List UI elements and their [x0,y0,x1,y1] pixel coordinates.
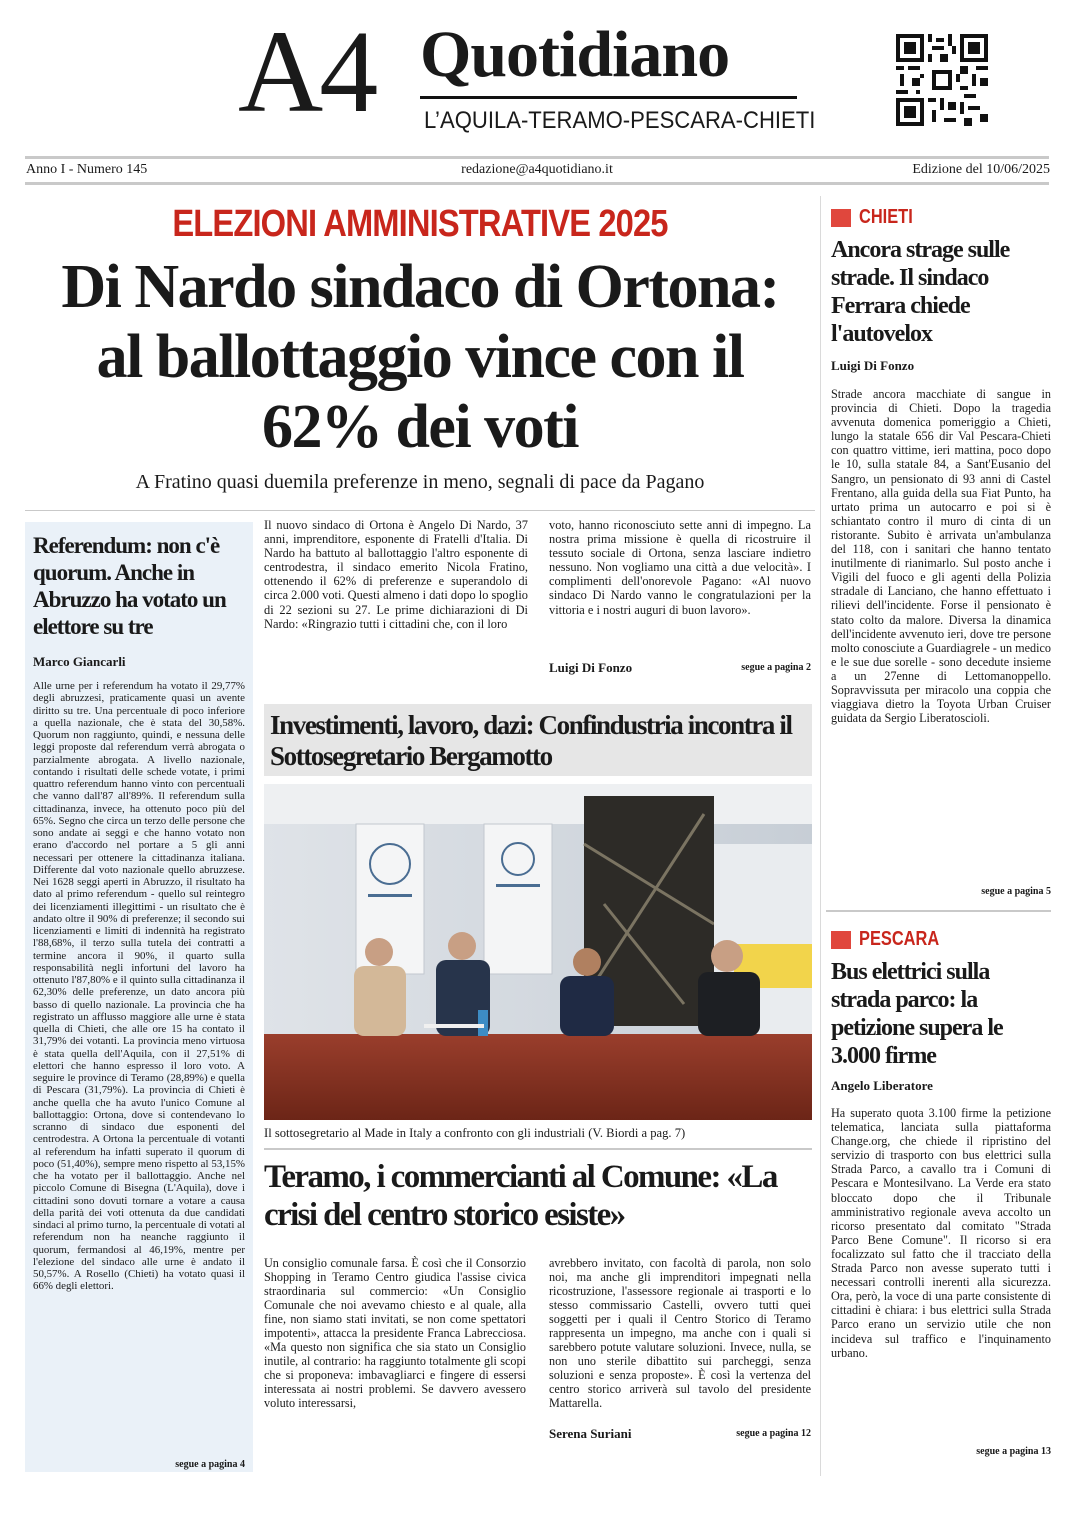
right-column-divider [820,196,821,1476]
referendum-body: Alle urne per i referendum ha votato il 29,77% degli abruzzesi, praticamente quasi un avente diritto su tre. Una percentuale di poco inferiore a quella nazionale, che è stata del 30,58%. Quorum non raggiunto, quindi, e nessuna delle leggi proposte dal referendum verrà abrogata o parzialmente abrogata. A livello nazionale, contando i risultati delle schede votate, i primi quattro referendum hanno vinto con percentuali che vanno dall'87 all'89%. Il referendum sulla cittadinanza, invece, ha ottenuto poco più del 65%. Segno che circa un terzo delle persone che sono andate ai seggi e che hanno votato non erano d'accordo nel portare a 5 gli anni necessari per ottenere la cittadinanza italiana. Differente dal voto nazionale quello abruzzese. Nei 1628 seggi aperti in Abruzzo, il risultato ha dato al primo referendum - quello sul reintegro dei licenziamenti illegittimi - un risultato che è andato oltre il 90% di preferenze; il secondo sui licenziamenti e limiti di indennità ha registrato l'88,68%, il terzo sulla tutela dei contratti a termine ancora il 90%, il quarto sulla responsabilità negli infortuni del lavoro ha ottenuto l'87,80% e il quinto sulla cittadinanza il 62,30% delle preferenze, un dato ancora più basso di quello nazionale. La provincia che ha registrato un afflusso maggiore alle urne è stata quella di Chieti, che alle ore 15 ha contato il 31,79% dei votanti. La provincia meno virtuosa è stata quella dell'Aquila, con il 27,51% di elettori che hanno espresso il loro voto. A seguire le province di Teramo (28,89%) e quella di Pescara (31,79%). La provincia di Chieti è anche quella che ha avuto l'unico Comune al ballottaggio: Ortona, dove si contendevano lo scranno di sindaco due esponenti del centrodestra. A Ortona la percentuale di votanti al referendum ha infatti superato il quorum di poco (51,40%), sempre meno rispetto al 53,15% che ha votato per il ballottaggio. Anche nel piccolo Comune di Bisegna (L'Aquila), dove i cittadini sono dovuti tornare a votare a causa della parità dei voti ottenuta da due candidati sindaci al primo turno, la percentuale di votati al referendum non ha neanche raggiunto il quorum, fermandosi al 46,19%, mentre per l'elezione del sindaco alle urne è andato il 50,57%. A Rosello (Chieti) ha votato quasi il 66% degli elettori. [33,680,245,1293]
lead-subhead: A Fratino quasi duemila preferenze in meno, segnali di pace da Pagano [135,471,705,493]
infobar-divider [25,182,1049,185]
lead-continued[interactable]: segue a pagina 2 [741,662,811,673]
referendum-continued[interactable]: segue a pagina 4 [175,1459,245,1470]
issue-number: Anno I - Numero 145 [26,162,148,177]
logo-a4: A4 [238,6,375,137]
pescara-continued[interactable]: segue a pagina 13 [976,1446,1051,1457]
section-pescara[interactable] [831,928,957,951]
confindustria-headline[interactable]: Investimenti, lavoro, dazi: Confindustria incontra il Sottosegretario Bergamotto [270,710,792,771]
lead-divider [25,510,815,511]
teramo-divider [264,1148,812,1150]
lead-column-1: Il nuovo sindaco di Ortona è Angelo Di Nardo, 37 anni, imprenditore, esponente di Fratelli d'Italia. Di Nardo ha battuto al ballottaggio l'altro esponente di centrodestra, il sindaco emerito Nicola Fratino, ottenendo il 62% di preferenze e superandolo di circa 2.000 voti. Questi almeno i dati dopo lo spoglio di 22 sezioni su 27. Le prime dichiarazioni di Di Nardo: «Ringrazio tutti i cittadini che, con il loro [264,518,528,631]
masthead-cities: L’AQUILA-TERAMO-PESCARA-CHIETI [424,107,816,134]
section-pescara-label: PESCARA [859,928,940,950]
lead-kicker: ELEZIONI AMMINISTRATIVE 2025 [172,203,668,245]
masthead-title: Quotidiano [420,18,730,91]
lead-column-2: voto, hanno riconosciuto sette anni di impegno. La nostra prima missione è quella di ricostruire il tessuto sociale di Ortona, senza lasciare indietro nessuno. Non vogliamo una città a due velocità». I complimenti dell'onorevole Pagano: «Al nuovo sindaco Di Nardo vanno le congratulazioni per la vittoria e i nostri auguri di buon lavoro». [549,518,811,617]
qr-code[interactable] [896,34,988,126]
chieti-pescara-divider [826,910,1051,912]
masthead-divider [25,156,1049,159]
meeting-photo[interactable] [264,784,812,1120]
edition-date: Edizione del 10/06/2025 [912,162,1050,177]
teramo-continued[interactable]: segue a pagina 12 [736,1428,811,1439]
masthead [230,6,816,142]
lead-headline[interactable]: Di Nardo sindaco di Ortona: al ballottaggio vince con il 62% dei voti [61,253,779,461]
referendum-author: Marco Giancarli [33,654,126,669]
pescara-headline[interactable]: Bus elettrici sulla strada parco: la petizione supera le 3.000 firme [831,959,1003,1069]
section-chieti-label: CHIETI [859,206,913,228]
teramo-column-1: Un consiglio comunale farsa. È così che il Consorzio Shopping in Teramo Centro giudica l'assise civica straordinaria sul commercio: «Un Consiglio Comunale che noi avevamo chiesto e al quale, alla fine, non siamo stati invitati, se non come spettatori impotenti», attacca la presidente Franca Labrecciosa. «Ma questo non significa che sia stato un Consiglio inutile, al contrario: ha raggiunto totalmente gli scopi che si proponeva: imbavagliarci e fingere di essersi interessata ai nostri problemi. Se davvero avessero voluto interessarsi, [264,1256,526,1410]
lead-author: Luigi Di Fonzo [549,660,633,675]
chieti-headline[interactable]: Ancora strage sulle strade. Il sindaco Ferrara chiede l'autovelox [831,237,1010,347]
chieti-author: Luigi Di Fonzo [831,358,915,373]
pescara-body: Ha superato quota 3.100 firme la petizione telematica, lanciata sulla piattaforma Change.org, che chiede il ripristino del servizio di trasporto con bus elettrici sulla Strada Parco, a cavallo tra i Comuni di Pescara e Montesilvano. La Verde era stato bloccato dopo che il Tribunale amministrativo regionale aveva accolto un ricorso presentato dal comitato "Strada Parco Bene Comune". Il ricorso si era focalizzato sul fatto che il tracciato della Strada Parco non avesse superato tutti i necessari controlli inerenti alla sicurezza. Ora, però, la voce di una parte consistente di cittadini è chiara: i bus elettrici sulla Strada Parco erano un servizio utile che non incideva sul traffico e l'inquinamento urbano. [831,1106,1051,1360]
teramo-column-2: avrebbero invitato, con facoltà di parola, non solo noi, ma anche gli imprenditori impegnati nella ricostruzione, l'assessore regionale ai trasporti e lo stesso commissario Castelli, ovvero tutti quei soggetti per i quali il Centro Storico di Teramo rappresenta un impegno, ma anche con i quali si sarebbero potute valutare soluzioni. Invece, nulla, se non uno sterile dibattito sui parcheggi, senza soluzioni e senza proposte». È così la vertenza del centro storico arriverà sul tavolo del presidente Mattarella. [549,1256,811,1410]
teramo-author: Serena Suriani [549,1426,632,1441]
teramo-headline[interactable]: Teramo, i commercianti al Comune: «La crisi del centro storico esiste» [264,1159,777,1233]
chieti-body: Strade ancora macchiate di sangue in provincia di Chieti. Dopo la tragedia avvenuta domenica pomeriggio a Chieti, lungo la statale 656 dir Val Pescara-Chieti con quattro vittime, ieri mattina, poco dopo le 10, sulla statale 84, a Sant'Eusanio del Sangro, un pensionato di 93 anni di Castel Frentano, alla guida della sua Fiat Punto, ha urtato prima un autocarro e poi si è schiantato contro il muro di cinta di un ristorante. Subito è arrivata un'ambulanza del 118, con i sanitari che hanno tentato inutilmente di rianimarlo. Sul posto anche i Vigili del fuoco e gli agenti della Polizia stradale di Lanciano, che hanno effettuato i rilievi dell'incidente. Forse il pensionato è stato colto da malore. Diversa la dinamica dell'incidente avvenuto ieri, dove tre persone molto conosciute a Guardiagrele - un medico e le sue due sorelle - sono decedute insieme a un 27enne di Lettomanoppello. Sopravvissuta per miracolo una coppia che viaggiava dietro la Toyota Urban Cruiser guidata da Sergio Liberatoscioli. [831,387,1051,726]
pescara-author: Angelo Liberatore [831,1078,933,1093]
section-marker-icon [831,931,851,949]
referendum-headline[interactable]: Referendum: non c'è quorum. Anche in Abruzzo ha votato un elettore su tre [33,533,226,639]
masthead-rule [420,96,797,99]
section-marker-icon [831,209,851,227]
chieti-continued[interactable]: segue a pagina 5 [981,886,1051,897]
section-chieti[interactable] [831,206,925,229]
photo-caption: Il sottosegretario al Made in Italy a confronto con gli industriali (V. Biordi a pag. 7) [264,1126,686,1140]
contact-email[interactable]: redazione@a4quotidiano.it [461,162,613,177]
